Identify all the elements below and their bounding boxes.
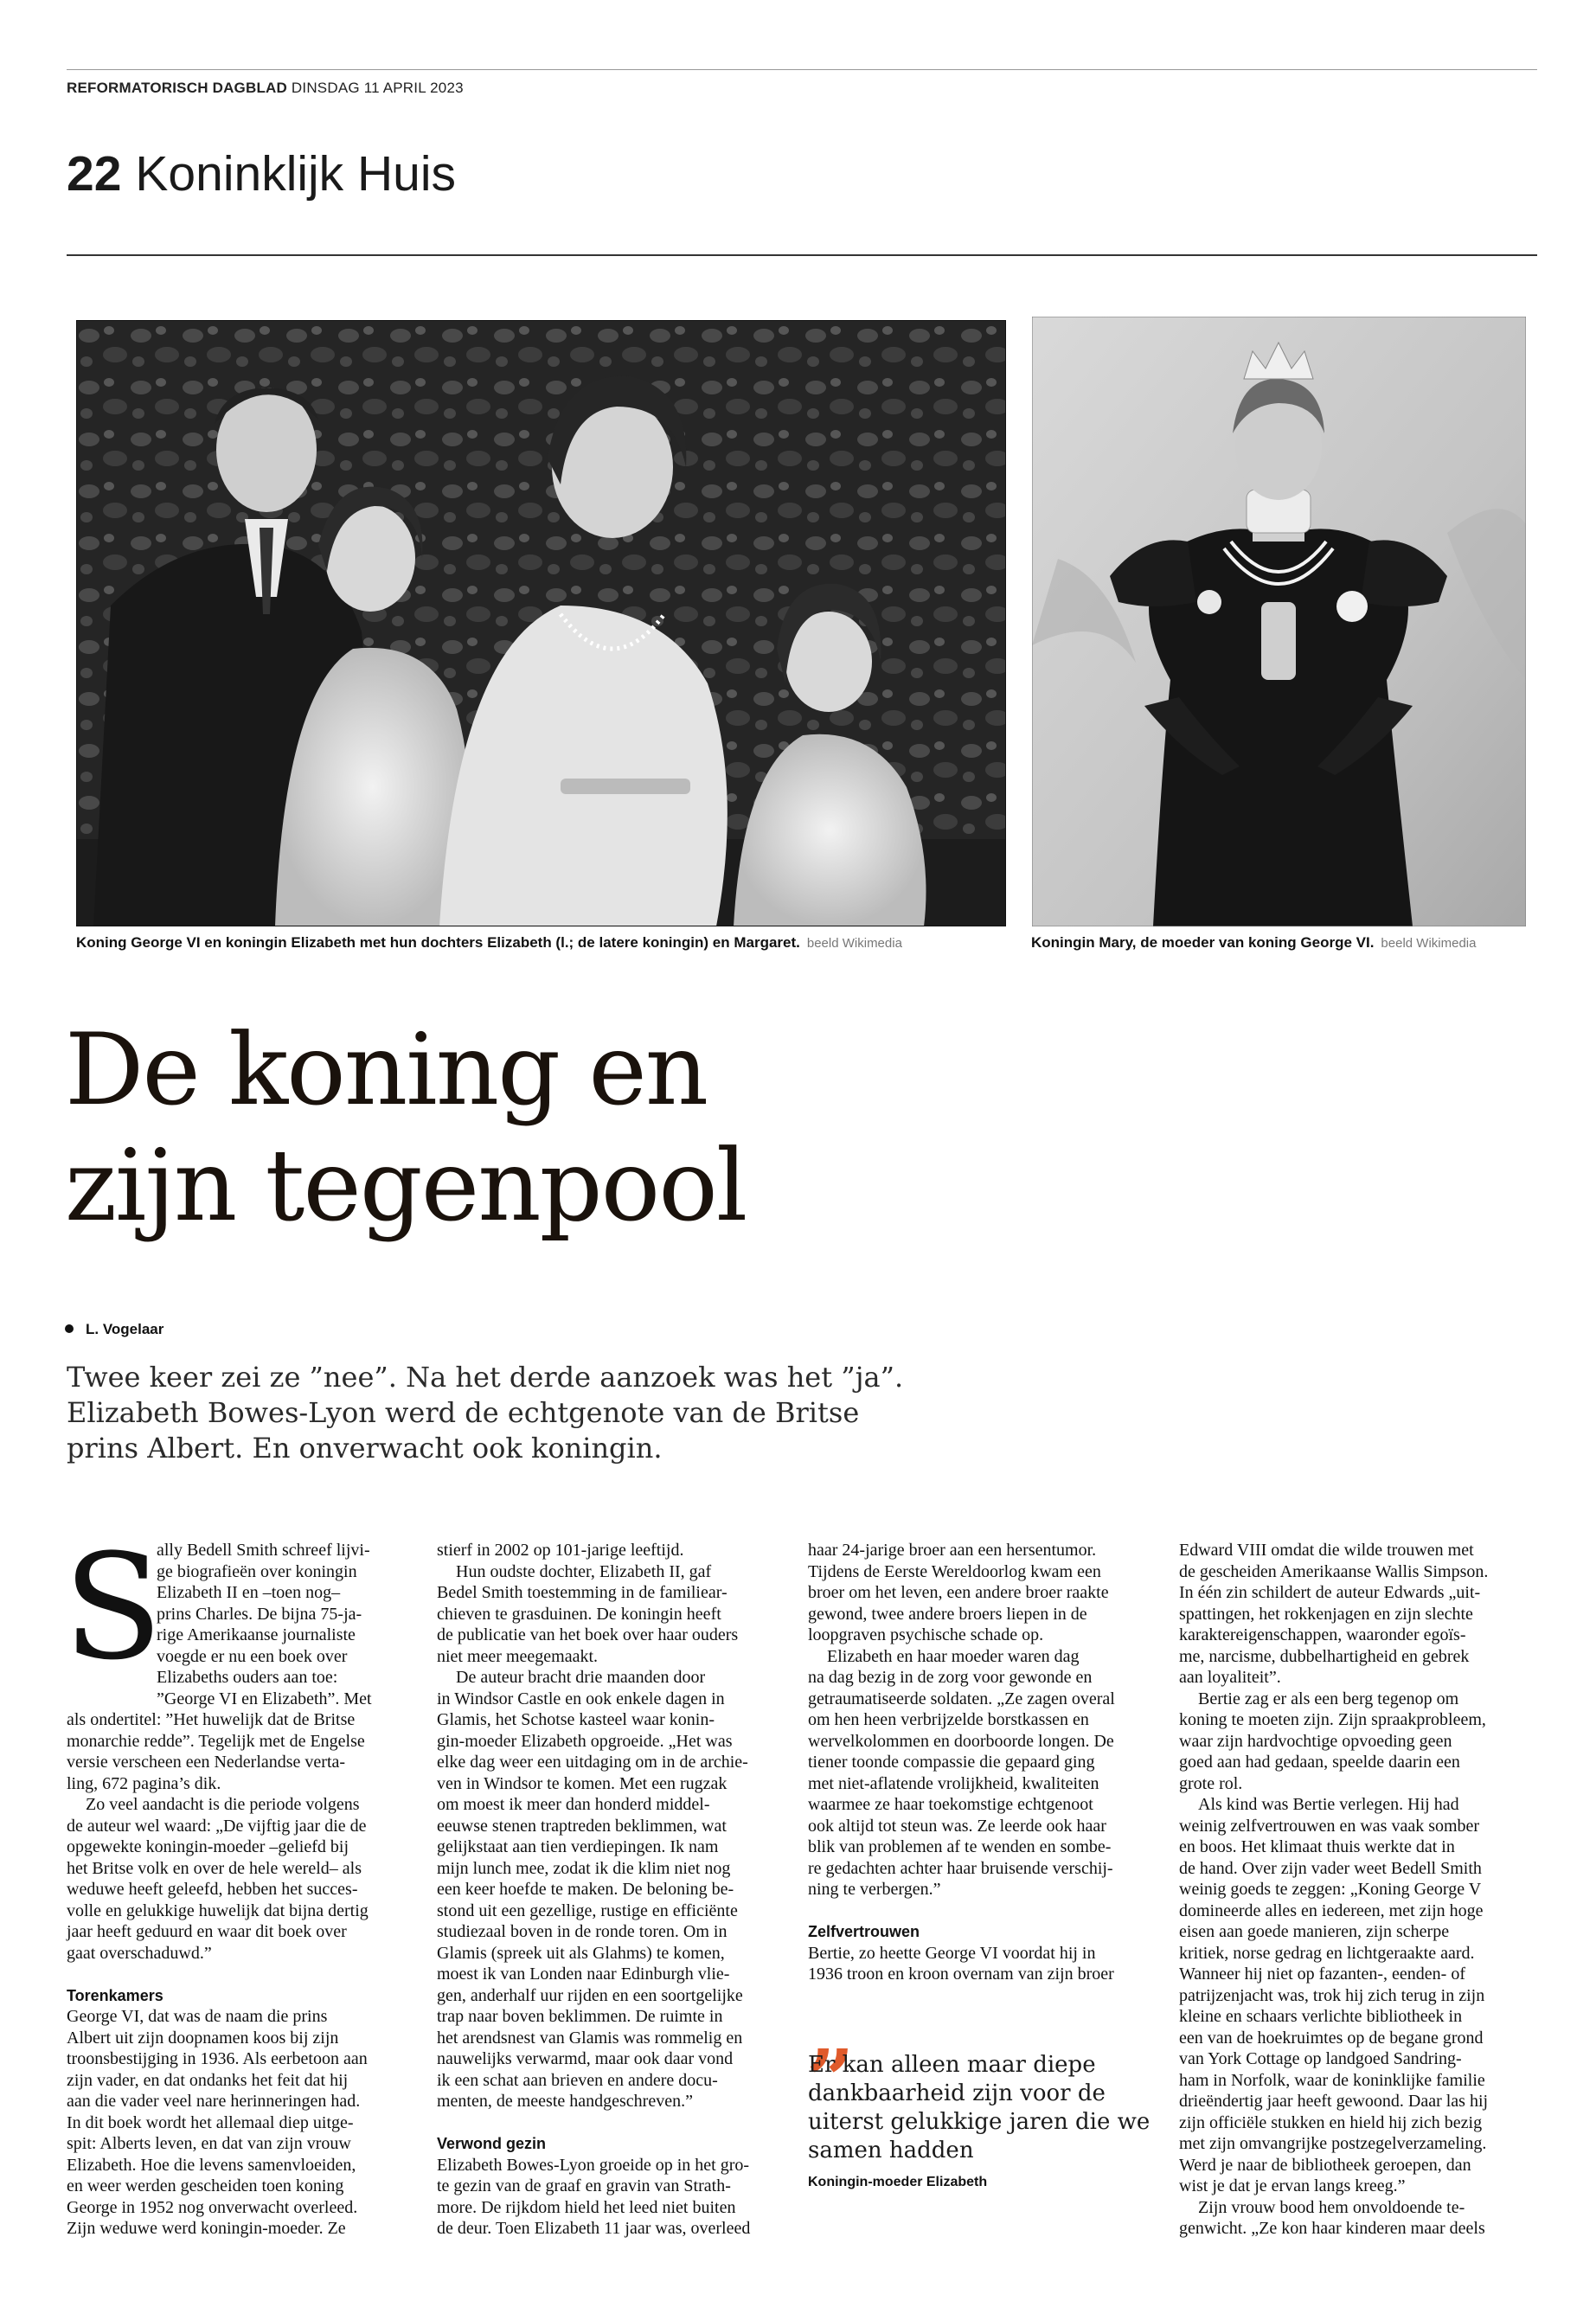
body-line: gen, anderhalf uur rijden en een soortgelijke [437,1985,743,2005]
body-line: een keer hoefde te maken. De beloning be- [437,1880,734,1899]
text-column-2 [437,1540,787,2240]
body-line: gewond, twee andere broers liepen in de [808,1604,1087,1624]
body-line: Elizabeth Bowes-Lyon groeide op in het gro- [437,2155,750,2175]
queen-mary-photo [1032,317,1526,926]
body-line: spattingen, het rokkenjagen en zijn slechte [1179,1604,1473,1624]
body-line: Elizabeth II en –toen nog– [157,1583,341,1602]
body-line: kritiek, norse gedrag en lichtgeraakte aard. [1179,1943,1475,1963]
body-line: Elizabeth. Hoe die levens samenvloeiden, [67,2155,356,2175]
quote-line: dankbaarheid zijn voor de [808,2080,1106,2106]
body-line: Werd je naar de bibliotheek geroepen, dan [1179,2155,1471,2175]
body-line: ven in Windsor te komen. Met een rugzak [437,1773,727,1793]
body-line: rige Amerikaanse journaliste [157,1625,356,1644]
body-line: studiezaal boven in de ronde toren. Om in [437,1922,727,1941]
body-line: prins Charles. De bijna 75-ja- [157,1604,362,1624]
body-line: Bedel Smith toestemming in de familiear- [437,1583,727,1602]
body-line: het Britse volk en over de hele wereld– als [67,1858,362,1878]
subheading: Zelfvertrouwen [808,1923,920,1940]
body-line: wervelkolommen en doorboorde longen. De [808,1731,1114,1751]
body-line: weinig goeds te zeggen: „Koning George V [1179,1880,1482,1899]
body-line: genwicht. „Ze kon haar kinderen maar deels [1179,2219,1485,2238]
body-line: de hand. Over zijn vader weet Bedell Smith [1179,1858,1482,1878]
body-line: In dit boek wordt het allemaal diep uitge- [67,2112,354,2132]
body-line: eisen aan goede manieren, zijn scherpe [1179,1922,1450,1941]
author-name: L. Vogelaar [86,1321,164,1337]
body-line: ik een schat aan brieven en andere docu- [437,2070,718,2090]
bullet-icon [65,1324,74,1333]
body-line: om hen heen verbrijzelde borstkassen en [808,1710,1089,1729]
body-line: Edward VIII omdat die wilde trouwen met [1179,1541,1474,1560]
body-line: zijn vader, en dat ondanks het feit dat hij [67,2070,349,2090]
body-line: tiener toonde compassie die gepaard ging [808,1753,1095,1772]
body-line: weinig zelfvertrouwen en was vaak somber [1179,1816,1480,1836]
paragraph-gap [808,1900,1158,1922]
folio [67,80,464,97]
body-line: voegde er nu een boek over [157,1646,348,1666]
body-line: domineerde alles en iedereen, met zijn hoge [1179,1900,1484,1920]
body-line: volle en gelukkige huwelijk dat bijna dertig [67,1900,369,1920]
body-line: aan loyaliteit”. [1179,1668,1281,1687]
pull-quote-text [808,2051,1158,2165]
body-line: haar 24-jarige broer aan een hersentumor. [808,1541,1097,1560]
article-headline [65,1012,1016,1244]
column-lines [437,1540,787,2240]
text-column-4 [1179,1540,1529,2240]
body-line: met zijn omvangrijke postzegelverzameling. [1179,2134,1487,2153]
article-intro [67,1360,1105,1466]
top-rule [67,69,1537,70]
byline [65,1321,163,1338]
body-line: Hun oudste dochter, Elizabeth II, gaf [456,1561,712,1581]
quote-attribution: Koningin-moeder Elizabeth [808,2174,988,2189]
body-line: wist je dat je ervan langs kreeg.” [1179,2176,1406,2195]
body-line: getraumatiseerde soldaten. „Ze zagen overal [808,1689,1115,1708]
body-line: Wanneer hij niet op fazanten-, eenden- of [1179,1965,1466,1984]
caption-text: Koningin Mary, de moeder van koning George VI. [1031,934,1375,951]
column-lines [1179,1540,1529,2240]
body-line: me, narcisme, dubbelhartigheid en gebrek [1179,1646,1470,1666]
headline-line: De koning en [65,1012,708,1127]
body-line: de auteur wel waard: „De vijftig jaar die de [67,1816,367,1836]
body-line: Tijdens de Eerste Wereldoorlog kwam een [808,1561,1101,1581]
body-line: de gescheiden Amerikaanse Wallis Simpson. [1179,1561,1489,1581]
body-line: more. De rijkdom hield het leed niet buiten [437,2197,736,2217]
body-line: het arendsnest van Glamis was rommelig en [437,2028,743,2048]
body-line: moest ik van Londen naar Edinburgh vlie- [437,1965,730,1984]
body-line: ”George VI en Elizabeth”. Met [157,1689,372,1708]
page-number: 22 [67,146,122,202]
body-line: Zijn weduwe werd koningin-moeder. Ze [67,2219,346,2238]
body-line: Glamis, het Schotse kasteel waar konin- [437,1710,715,1729]
body-line: loopgraven psychische schade op. [808,1625,1044,1644]
body-line: en boos. Het klimaat thuis werkte dat in [1179,1837,1455,1856]
body-line: jaar heeft geduurd en waar dit boek over [67,1922,347,1941]
body-line: weduwe heeft geleefd, hebben het succes- [67,1880,358,1899]
paper-name: REFORMATORISCH DAGBLAD [67,80,287,96]
subheading: Verwond gezin [437,2135,547,2152]
body-line: Zo veel aandacht is die periode volgens [86,1795,360,1814]
body-line: goed aan had gedaan, speelde daarin een [1179,1753,1460,1772]
pull-quote [808,1983,1158,2194]
body-line: broer om het leven, een andere broer raakte [808,1583,1109,1602]
body-line: kleine en schaars verlichte bibliotheek in [1179,2007,1463,2026]
photo-caption-family [76,934,902,952]
body-line: in Windsor Castle en ook enkele dagen in [437,1689,725,1708]
body-line: Elizabeth en haar moeder waren dag [827,1646,1080,1666]
section-header [67,145,456,202]
body-line: grote rol. [1179,1773,1243,1793]
body-line: menten, de meeste handgeschreven.” [437,2092,693,2111]
body-line: elke dag weer een uitdaging om in de archie- [437,1753,748,1772]
drop-cap-block [63,1522,417,2240]
body-line: Bertie, zo heette George VI voordat hij in [808,1943,1096,1963]
body-line: en weer werden gescheiden toen koning [67,2176,344,2195]
quote-line: samen hadden [808,2137,974,2163]
intro-line: Twee keer zei ze ”nee”. Na het derde aanzoek was het ”ja”. [67,1361,904,1394]
paragraph-gap [437,2112,787,2134]
body-line: drieëndertig jaar heeft gewoond. Daar las hij [1179,2092,1489,2111]
family-photo [76,320,1006,926]
body-line: Als kind was Bertie verlegen. Hij had [1198,1795,1459,1814]
body-line: te gezin van de graaf en gravin van Strath- [437,2176,731,2195]
body-line: waar zijn hardvochtige opvoeding geen [1179,1731,1452,1751]
body-line: een van de hoekruimtes op de begane grond [1179,2028,1484,2048]
body-line: ge biografieën over koningin [157,1561,357,1581]
photo-credit: beeld Wikimedia [1381,936,1477,951]
body-line: George VI, dat was de naam die prins [67,2007,328,2026]
body-line: opgewekte koningin-moeder –geliefd bij [67,1837,349,1856]
body-line: van York Cottage op landgoed Sandring- [1179,2049,1462,2068]
body-line: Elizabeths ouders aan toe: [157,1668,338,1687]
body-line: als ondertitel: ”Het huwelijk dat de Britse [67,1710,356,1729]
body-line: Bertie zag er als een berg tegenop om [1198,1689,1459,1708]
body-line: na dag bezig in de zorg voor gewonde en [808,1668,1093,1687]
body-line: ook altijd tot steun was. Ze leerde ook haar [808,1816,1106,1836]
body-line: eeuwse stenen traptreden beklimmen, wat [437,1816,727,1836]
body-line: karaktereigenschappen, waaronder egoïs- [1179,1625,1466,1644]
body-line: troonsbestijging in 1936. Als eerbetoon aan [67,2049,368,2068]
body-line: In één zin schildert de auteur Edwards „uit- [1179,1583,1481,1602]
body-line: zijn officiële stukken en hield hij zich bezig [1179,2112,1483,2132]
body-line: de deur. Toen Elizabeth 11 jaar was, overleed [437,2219,751,2238]
text-column-3 [808,1540,1158,2193]
body-line: ning te verbergen.” [808,1880,941,1899]
body-line: met niet-aflatende vrolijkheid, kwaliteiten [808,1773,1099,1793]
body-line: ling, 672 pagina’s dik. [67,1773,221,1793]
body-line: blik van problemen af te wenden en sombe- [808,1837,1112,1856]
intro-line: Elizabeth Bowes-Lyon werd de echtgenote van de Britse [67,1396,860,1429]
quote-mark-icon: „ [808,1983,856,2081]
intro-line: prins Albert. En onverwacht ook koningin. [67,1432,663,1465]
section-title: Koninklijk Huis [135,146,457,202]
body-line: waarmee ze haar toekomstige echtgenoot [808,1795,1093,1814]
body-line: ally Bedell Smith schreef lijvi- [157,1541,370,1560]
body-line: gin-moeder Elizabeth opgroeide. „Het was [437,1731,733,1751]
body-line: Glamis (spreek uit als Glahms) te komen, [437,1943,725,1963]
body-line: gelijkstaat aan tien verdiepingen. Ik nam [437,1837,719,1856]
body-line: monarchie redde”. Tegelijk met de Engelse [67,1731,365,1751]
drop-cap: S [63,1522,163,1692]
body-line: versie verscheen een Nederlandse verta- [67,1753,346,1772]
body-line: stierf in 2002 op 101-jarige leeftijd. [437,1541,684,1560]
body-line: chieven te grasduinen. De koningin heeft [437,1604,721,1624]
body-line: aan die vader veel nare herinneringen had. [67,2092,361,2111]
headline-line: zijn tegenpool [65,1128,747,1243]
quote-line: uiterst gelukkige jaren die we [808,2108,1151,2135]
body-line: patrijzenjacht was, trok hij zich terug in zijn [1179,1985,1485,2005]
body-line: om moest ik meer dan honderd middel- [437,1795,710,1814]
photo-credit: beeld Wikimedia [806,936,902,951]
body-line: De auteur bracht drie maanden door [456,1668,706,1687]
body-line: Albert uit zijn doopnamen koos bij zijn [67,2028,339,2048]
body-line: George in 1952 nog onverwacht overleed. [67,2197,358,2217]
body-line: mijn lunch mee, zodat ik die klim niet nog [437,1858,731,1878]
text-column-1 [63,1522,417,2240]
body-line: nauwelijks verwarmd, maar ook daar vond [437,2049,734,2068]
body-line: koning te moeten zijn. Zijn spraakprobleem, [1179,1710,1486,1729]
body-line: de publicatie van het boek over haar ouders [437,1625,739,1644]
issue-date: DINSDAG 11 APRIL 2023 [291,80,464,96]
body-line: ham in Norfolk, waar de koninklijke familie [1179,2070,1485,2090]
body-line: Zijn vrouw bood hem onvoldoende te- [1198,2197,1465,2217]
body-line: trap naar boven beklimmen. De ruimte in [437,2007,723,2026]
body-line: 1936 troon en kroon overnam van zijn broer [808,1965,1114,1984]
quote-line: Er kan alleen maar diepe [808,2051,1096,2078]
caption-text: Koning George VI en koningin Elizabeth met hun dochters Elizabeth (l.; de latere koningin) en Margaret. [76,934,800,951]
body-line: stond uit een gezellige, rustige en efficiënte [437,1900,738,1920]
subheading: Torenkamers [67,1986,163,2004]
body-line: spit: Alberts leven, en dat van zijn vrouw [67,2134,351,2153]
section-rule [67,254,1537,256]
column-lines [808,1540,1158,1985]
paragraph-gap [67,1964,417,1985]
photo-caption-queen-mary [1031,934,1476,952]
body-line: gaat overschaduwd.” [67,1943,212,1963]
body-line: re gedachten achter haar bruisende verschij- [808,1858,1113,1878]
body-line: niet meer meegemaakt. [437,1646,599,1666]
